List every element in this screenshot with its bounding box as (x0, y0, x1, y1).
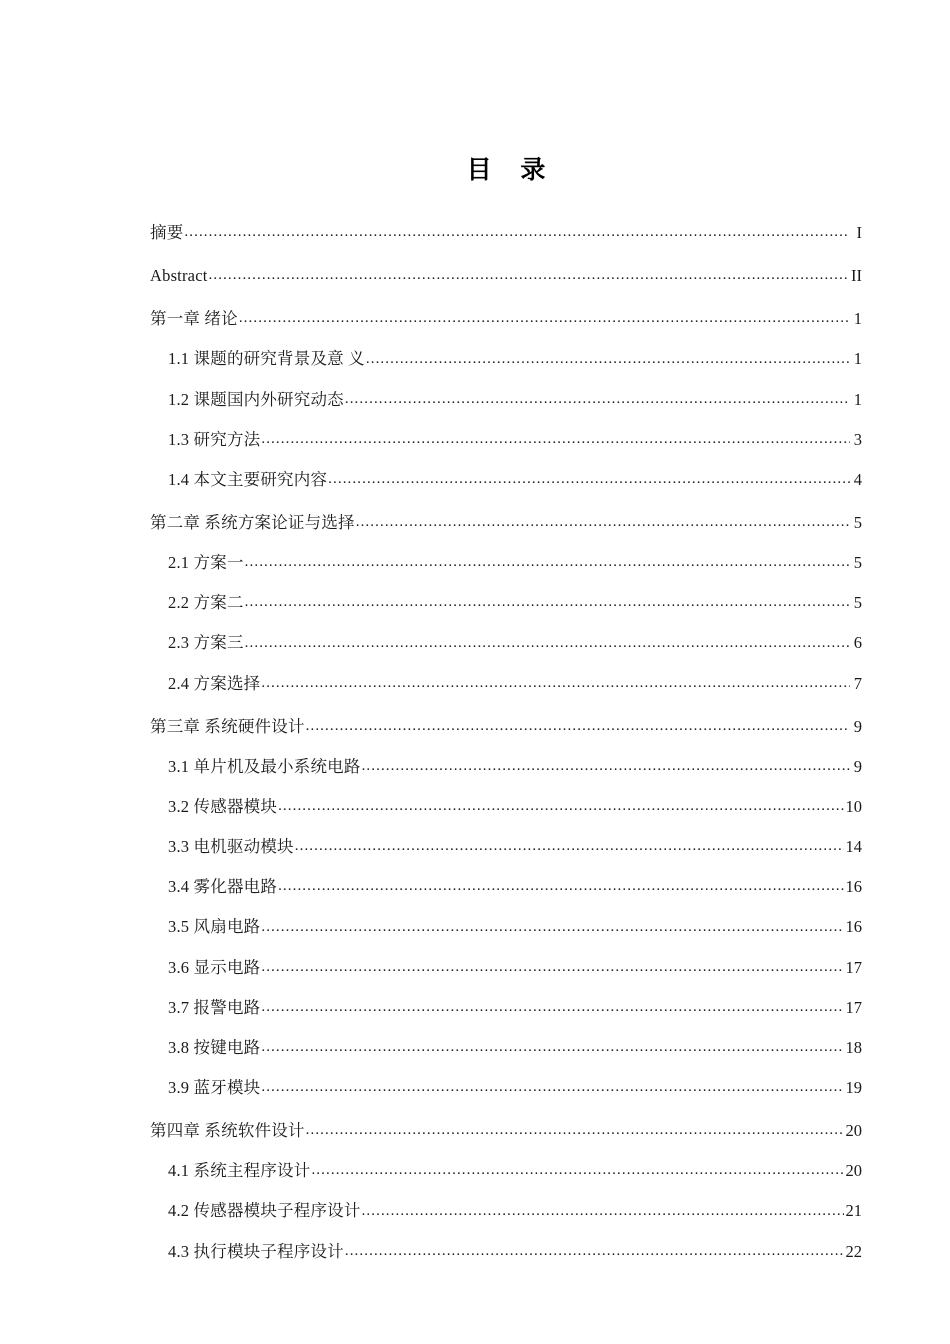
toc-entry-label: 3.1 单片机及最小系统电路 (168, 756, 361, 776)
toc-leader-dots (261, 1042, 843, 1053)
toc-entry-label: 第一章 绪论 (150, 309, 238, 329)
toc-page-number: 20 (845, 1161, 862, 1181)
page-title: 目 录 (466, 155, 556, 184)
toc-entry-label: 4.2 传感器模块子程序设计 (168, 1201, 361, 1221)
toc-page-number: 18 (845, 1037, 862, 1057)
toc-entry-label: 3.2 传感器模块 (168, 796, 278, 816)
toc-page-number: I (856, 223, 862, 242)
toc-leader-dots (184, 227, 850, 238)
toc-entry[interactable] (150, 514, 862, 532)
toc-entry[interactable] (150, 878, 862, 896)
toc-entry[interactable] (150, 1202, 862, 1220)
toc-page-number: 5 (853, 593, 862, 613)
toc-entry-label: Abstract (150, 266, 208, 286)
toc-entry[interactable] (150, 554, 862, 572)
toc-page-number: 20 (845, 1121, 862, 1141)
toc-entry[interactable] (150, 1162, 862, 1180)
toc-entry[interactable] (150, 959, 862, 977)
toc-leader-dots (278, 881, 843, 892)
toc-entry[interactable] (150, 391, 862, 409)
toc-entry-label: 1.2 课题国内外研究动态 (168, 389, 344, 409)
toc-page-number: 1 (853, 309, 862, 329)
toc-entry-label: 3.7 报警电路 (168, 997, 261, 1017)
toc-leader-dots (209, 270, 850, 281)
toc-entry-label: 2.2 方案二 (168, 593, 244, 613)
toc-leader-dots (239, 313, 850, 324)
toc-entry[interactable] (150, 718, 862, 736)
toc-page-number: 22 (845, 1241, 862, 1261)
toc-leader-dots (356, 517, 850, 528)
toc-page-number: 17 (845, 957, 862, 977)
toc-entry[interactable] (150, 224, 862, 242)
toc-page-number: 14 (845, 837, 862, 857)
toc-page-number: 5 (853, 512, 862, 532)
toc-page-number: 1 (853, 389, 862, 409)
toc-page-number: 17 (845, 997, 862, 1017)
toc-entry-label: 3.5 风扇电路 (168, 917, 261, 937)
toc-leader-dots (261, 922, 843, 933)
toc-page-number: 10 (845, 796, 862, 816)
toc-entry[interactable] (150, 634, 862, 652)
toc-entry-label: 2.4 方案选择 (168, 673, 261, 693)
toc-page-number: 5 (853, 553, 862, 573)
toc-entry-label: 3.3 电机驱动模块 (168, 837, 294, 857)
toc-page-number: II (851, 266, 862, 286)
toc-page-number: 16 (845, 917, 862, 937)
toc-leader-dots (306, 1125, 844, 1136)
toc-leader-dots (261, 1082, 843, 1093)
toc-entry-label: 1.4 本文主要研究内容 (168, 469, 328, 489)
toc-entry[interactable] (150, 431, 862, 449)
toc-entry-label: 3.8 按键电路 (168, 1037, 261, 1057)
toc-leader-dots (306, 721, 850, 732)
toc-entry[interactable] (150, 1039, 862, 1057)
toc-page-number: 21 (845, 1201, 862, 1221)
table-of-contents (150, 224, 862, 1261)
toc-entry-label: 3.6 显示电路 (168, 957, 261, 977)
toc-entry[interactable] (150, 999, 862, 1017)
toc-entry[interactable] (150, 838, 862, 856)
toc-leader-dots (311, 1165, 843, 1176)
toc-entry[interactable] (150, 675, 862, 693)
toc-leader-dots (362, 761, 850, 772)
toc-entry[interactable] (150, 350, 862, 368)
toc-leader-dots (362, 1206, 844, 1217)
toc-entry-label: 1.3 研究方法 (168, 429, 261, 449)
toc-entry[interactable] (150, 1243, 862, 1261)
toc-page-number: 9 (853, 756, 862, 776)
toc-entry[interactable] (150, 267, 862, 285)
toc-page-number: 4 (853, 469, 862, 489)
toc-entry-label: 4.3 执行模块子程序设计 (168, 1241, 344, 1261)
toc-leader-dots (261, 434, 850, 445)
toc-entry[interactable] (150, 1122, 862, 1140)
toc-entry-label: 2.1 方案一 (168, 553, 244, 573)
toc-page-number: 19 (845, 1077, 862, 1097)
toc-leader-dots (345, 394, 850, 405)
toc-leader-dots (295, 841, 844, 852)
toc-leader-dots (245, 557, 850, 568)
toc-entry[interactable] (150, 758, 862, 776)
toc-leader-dots (261, 678, 850, 689)
toc-entry-label: 1.1 课题的研究背景及意 义 (168, 349, 365, 369)
toc-page-number: 1 (853, 349, 862, 369)
toc-entry-label: 2.3 方案三 (168, 633, 244, 653)
toc-leader-dots (245, 597, 850, 608)
toc-entry[interactable] (150, 1079, 862, 1097)
toc-entry-label: 摘要 (150, 223, 184, 242)
toc-leader-dots (278, 801, 843, 812)
toc-leader-dots (245, 638, 850, 649)
toc-entry-label: 3.4 雾化器电路 (168, 877, 278, 897)
toc-leader-dots (261, 962, 843, 973)
toc-entry[interactable] (150, 471, 862, 489)
toc-leader-dots (328, 474, 850, 485)
toc-entry-label: 3.9 蓝牙模块 (168, 1077, 261, 1097)
toc-leader-dots (261, 1002, 843, 1013)
toc-entry-label: 第二章 系统方案论证与选择 (150, 512, 355, 532)
toc-entry[interactable] (150, 310, 862, 328)
toc-entry[interactable] (150, 594, 862, 612)
toc-entry[interactable] (150, 918, 862, 936)
toc-entry-label: 4.1 系统主程序设计 (168, 1161, 311, 1181)
toc-page-number: 9 (853, 716, 862, 736)
toc-page-number: 6 (853, 633, 862, 653)
toc-entry-label: 第三章 系统硬件设计 (150, 716, 305, 736)
toc-leader-dots (366, 354, 850, 365)
toc-leader-dots (345, 1246, 844, 1257)
toc-page-number: 16 (845, 877, 862, 897)
toc-entry-label: 第四章 系统软件设计 (150, 1121, 305, 1141)
toc-page-number: 7 (853, 673, 862, 693)
toc-entry[interactable] (150, 798, 862, 816)
toc-page-number: 3 (853, 429, 862, 449)
